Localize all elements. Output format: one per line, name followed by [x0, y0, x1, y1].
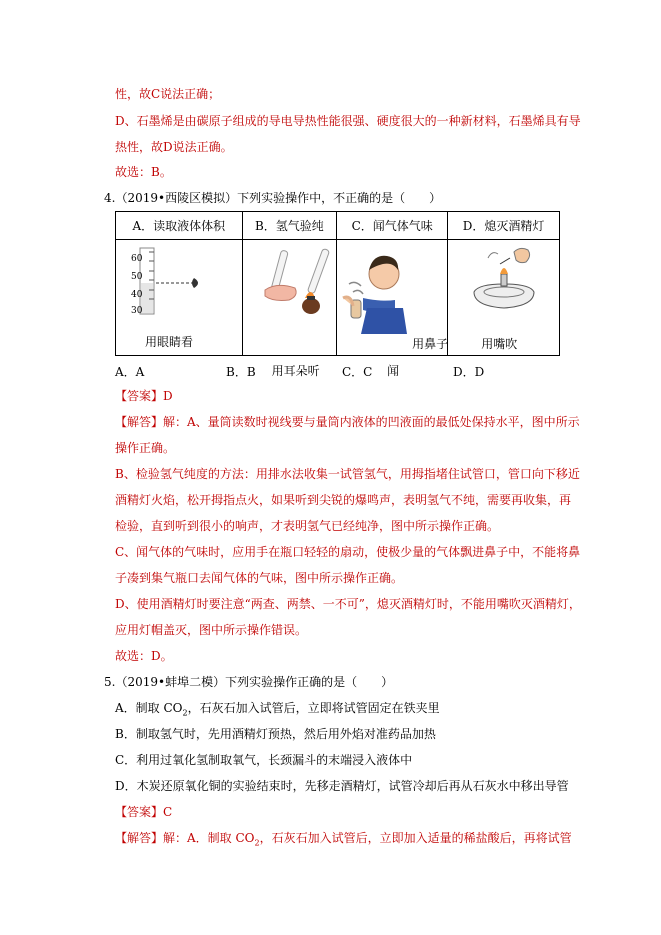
option-d-figure — [448, 240, 559, 355]
option-b-header: B．氢气验纯 — [242, 212, 336, 240]
option-a: A．制取 $CO_2$，石灰石加入试管后，立即将试管固定在铁夹里 — [115, 701, 440, 718]
analysis-line: B、检验氢气纯度的方法：用排水法收集一试管氢气，用拇指堵住试管口，管口向下移近 — [115, 467, 580, 481]
option-d-caption: 用嘴吹 — [481, 337, 518, 351]
option-c-header: C．闻气体气味 — [337, 212, 448, 240]
scale-tick: 60 — [131, 254, 143, 264]
choice-c: C．C — [342, 365, 373, 379]
analysis-line: 【解答】解：A、量筒读数时视线要与量筒内液体的凹液面的最低处保持水平，图中所示 — [115, 415, 580, 429]
option-d-header: D．熄灭酒精灯 — [448, 212, 560, 240]
option-b: B．制取氢气时，先用酒精灯预热，然后用外焰对准药品加热 — [115, 727, 436, 741]
option-c-caption: 用鼻子 — [412, 337, 449, 351]
scale-tick: 30 — [131, 306, 143, 316]
analysis-line: 子凑到集气瓶口去闻气体的气味，图中所示操作正确。 — [115, 571, 404, 585]
final-choice: 故选：D。 — [115, 649, 173, 663]
choice-a: A．A — [115, 365, 145, 379]
analysis-line: D、石墨烯是由碳原子组成的导电导热性能很强、硬度很大的一种新材料，石墨烯具有导 — [115, 114, 581, 128]
option-a-figure — [116, 240, 242, 355]
scale-tick: 50 — [131, 272, 143, 282]
final-choice: 故选：B。 — [115, 165, 172, 179]
analysis-line: D、使用酒精灯时要注意“两查、两禁、一不可”，熄灭酒精灯时，不能用嘴吹灭酒精灯， — [115, 597, 581, 611]
analysis-line: 【解答】解：A．制取 $CO_2$，石灰石加入试管后，立即加入适量的稀盐酸后，再将试管 — [115, 831, 572, 848]
option-b-caption: 用耳朵听 — [271, 364, 320, 378]
answer-choices — [115, 363, 560, 379]
analysis-line: 性，故C说法正确； — [115, 87, 221, 101]
scale-tick: 40 — [131, 290, 143, 300]
option-d: D．木炭还原氧化铜的实验结束时，先移走酒精灯，试管冷却后再从石灰水中移出导管 — [115, 779, 569, 793]
answer-label: 【答案】C — [115, 805, 173, 819]
question-5-stem: 5.（2019•蚌埠二模）下列实验操作正确的是（ ） — [104, 675, 394, 689]
option-c-caption-2: 闻 — [387, 364, 400, 378]
analysis-line: C、闻气体的气味时，应用手在瓶口轻轻的扇动，使极少量的气体飘进鼻子中，不能将鼻 — [115, 545, 581, 559]
answer-label: 【答案】D — [115, 389, 173, 403]
analysis-line: 应用灯帽盖灭，图中所示操作错误。 — [115, 623, 308, 637]
choice-d: D．D — [453, 365, 485, 379]
smelling-gas-icon — [337, 240, 448, 335]
choice-b: B．B — [226, 365, 256, 379]
analysis-line: 操作正确。 — [115, 441, 176, 455]
option-a-header: A．读取液体体积 — [116, 212, 243, 240]
question-4-stem: 4.（2019•西陵区模拟）下列实验操作中，不正确的是（ ） — [104, 191, 442, 205]
option-c: C．利用过氧化氢制取氧气，长颈漏斗的末端浸入液体中 — [115, 753, 413, 767]
analysis-line: 热性，故D说法正确。 — [115, 140, 233, 154]
analysis-line: 检验，直到听到很小的响声，才表明氢气已经纯净，图中所示操作正确。 — [115, 519, 500, 533]
alcohol-lamp-icon — [448, 240, 559, 320]
analysis-line: 酒精灯火焰，松开拇指点火，如果听到尖锐的爆鸣声，表明氢气不纯，需要再收集，再 — [115, 493, 572, 507]
option-a-caption: 用眼睛看 — [145, 335, 194, 349]
option-b-figure — [243, 240, 336, 378]
